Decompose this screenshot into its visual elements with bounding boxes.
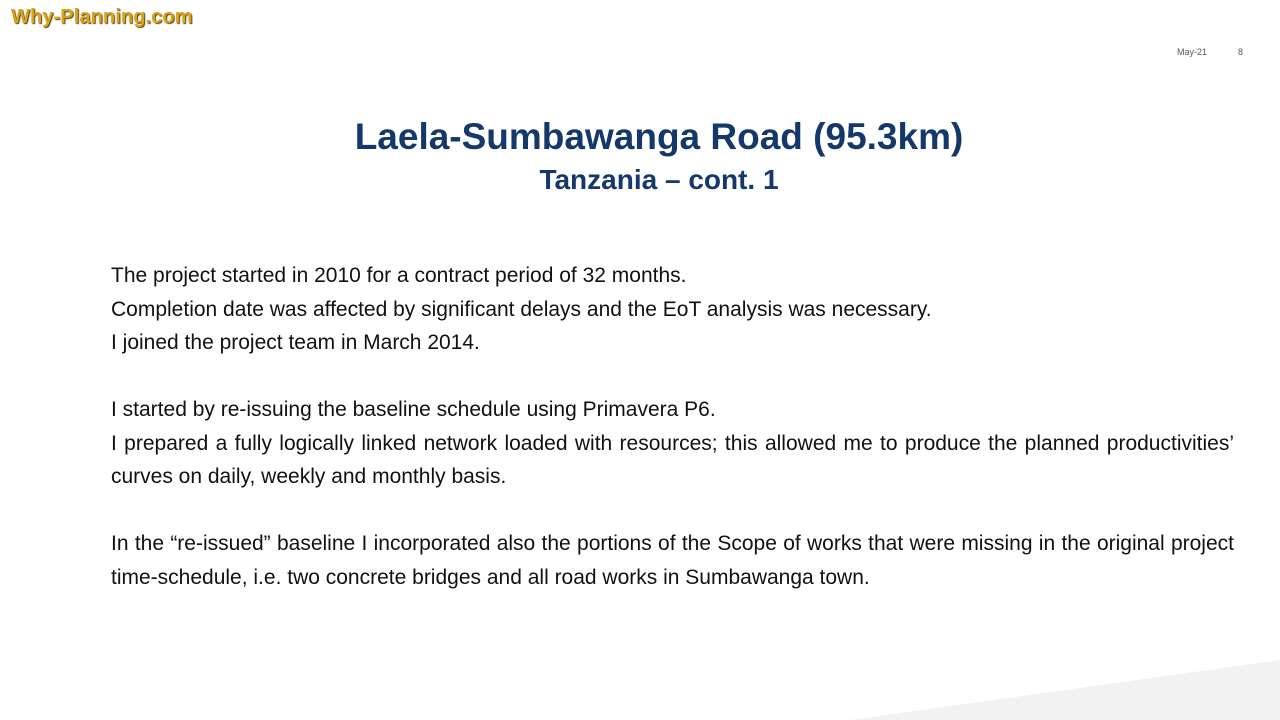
paragraph-spacer — [111, 494, 1234, 528]
slide-date: May-21 — [1177, 47, 1208, 57]
brand-logo: Why-Planning.com — [11, 6, 193, 28]
body-paragraph: I started by re-issuing the baseline schedule using Primavera P6. — [111, 398, 716, 421]
slide-title: Laela-Sumbawanga Road (95.3km) — [354, 116, 964, 157]
paragraph-spacer — [111, 360, 1234, 394]
body-paragraph: In the “re-issued” baseline I incorporated also the portions of the Scope of works that were missing in the original project time-schedule, i.e. two concrete bridges and all road works in Sumbawanga town. — [111, 532, 1234, 589]
body-paragraph: I prepared a fully logically linked network loaded with resources; this allowed me to produce the planned productivities’ curves on daily, weekly and monthly basis. — [111, 431, 1234, 488]
slide-subtitle: Tanzania – cont. 1 — [539, 164, 779, 195]
slide-page-number: 8 — [1238, 47, 1244, 57]
body-paragraph: Completion date was affected by significant delays and the EoT analysis was necessary. — [111, 297, 932, 321]
body-paragraph: The project started in 2010 for a contract period of 32 months. — [111, 264, 687, 287]
slide-body — [111, 259, 1234, 594]
corner-decoration — [850, 660, 1280, 720]
body-paragraph: I joined the project team in March 2014. — [111, 331, 480, 354]
